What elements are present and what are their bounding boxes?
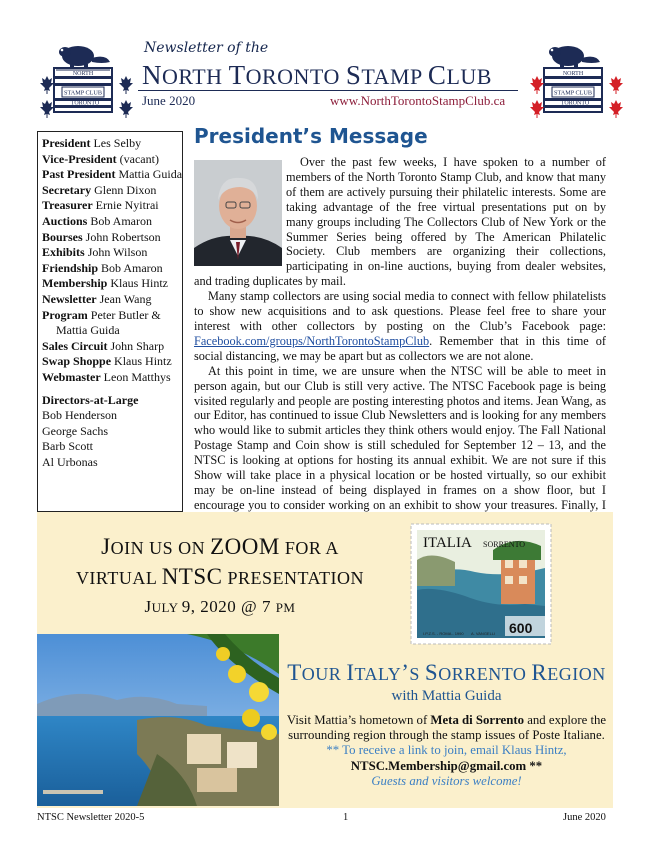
maple-leaf-icon [119,100,133,118]
maple-leaf-icon [530,76,544,94]
beaver-icon [549,46,600,68]
club-logo-right [530,42,626,120]
officer-row: President Les Selby [42,136,142,150]
officer-row: Mattia Guida [56,323,120,338]
tour-line-1: Visit Mattia’s hometown of Meta di Sorrento and explore the surrounding region through the stamp issues of Poste Italiane. [286,713,607,743]
club-title: NORTH TORONTO STAMP CLUB [142,60,492,90]
logo-north-text: NORTH [72,71,94,77]
officer-row: Past President Mattia Guida [42,167,183,182]
tour-line-2: ** To receive a link to join, email Klaus Hintz, [326,743,567,758]
officer-row: Vice-President (vacant) [42,151,159,166]
presidents-message-title: President’s Message [194,124,428,148]
beaver-icon [59,46,110,68]
officer-row: Sales Circuit John Sharp [42,338,165,353]
officer-row: Exhibits John Wilson [42,245,148,260]
stamp-place-text: SORRENTO [483,540,526,549]
membership-email-link[interactable]: NTSC.Membership@gmail.com ** [350,758,543,773]
footer-issue: NTSC Newsletter 2020-5 [37,812,145,823]
sorrento-coast-photo [37,634,279,806]
officer-row: Friendship Bob Amaron [42,260,163,275]
issue-date: June 2020 [142,93,196,108]
message-paragraph: Many stamp collectors are using social media to connect with fellow philatelists to show new acquisitions and to ask questions. Please feel free to share your interest with other collectors by posting on the Club’s Facebook page: Facebook.com/groups/NorthTorontoStampClub. Remember that in this time of social distancing, we may be apart but as collectors we are not alone. [194,289,606,363]
officers-box [37,131,183,512]
maple-leaf-icon [530,100,544,118]
maple-leaf-icon [119,76,133,94]
sorrento-stamp-image [405,520,557,648]
officer-row: Newsletter Jean Wang [42,291,152,306]
officer-row: Auctions Bob Amaron [42,213,153,228]
website-link[interactable]: www.NorthTorontoStampClub.ca [330,93,506,108]
logo-toronto-text: TORONTO [560,100,590,107]
tour-title: TOUR ITALY’S SORRENTO REGION [287,660,606,685]
director-name: Bob Henderson [42,408,117,423]
tour-guests-welcome: Guests and visitors welcome! [371,773,522,788]
logo-north-text: NORTH [562,71,584,77]
officer-row: Secretary Glenn Dixon [42,182,157,197]
club-logo-left [40,42,136,120]
logo-stamp-club-text: STAMP CLUB [64,89,102,97]
message-paragraph: At this point in time, we are unsure when the NTSC will be able to meet in person again, but our Club is still very active. The NTSC Facebook page is being visited regularly and people are posting interesting photos and items. Jean Wang, as our Editor, has continued to issue Club Newsletters and is looking for any members who would like to submit articles they think others would enjoy. The Fall National Postage Stamp and Coin show is still scheduled for September 12 – 13, and the NTSC is looking at options for hosting its annual exhibit. We are not sure if this Show will take place in a physical location or be hosted virtually, so our exhibit may be on-line instead of being displayed in frames on a show floor, but I encourage you to consider working on an exhibit to show your treasures. Finally, I [194,364,606,528]
stamp-imprint-text: I.P.Z.S. - ROMA - 1990 [423,631,464,636]
director-name: Al Urbonas [42,454,98,469]
maple-leaf-icon [40,76,54,94]
officer-row: Bourses John Robertson [42,229,161,244]
header-rule [138,90,518,91]
tour-presenter: with Mattia Guida [391,688,502,704]
maple-leaf-icon [609,76,623,94]
presidents-message-body [194,155,606,528]
tour-description [284,713,609,789]
officer-row: Webmaster Leon Matthys [42,369,171,384]
zoom-invite-line2: VIRTUAL NTSC PRESENTATION [75,564,365,589]
stamp-value-text: 600 [509,620,533,636]
director-name: George Sachs [42,423,109,438]
stamp-artist-text: A. VANGELLI [471,631,496,636]
newsletter-of-label: Newsletter of the [144,40,269,56]
maple-leaf-icon [40,100,54,118]
stamp-country-text: ITALIA [423,535,472,551]
officer-row: Treasurer Ernie Nyitrai [42,198,159,213]
logo-stamp-club-text: STAMP CLUB [554,89,592,97]
logo-toronto-text: TORONTO [70,100,100,107]
footer-date: June 2020 [563,812,606,823]
zoom-invite-line1: JOIN US ON ZOOM FOR A [101,534,339,559]
message-paragraph: Over the past few weeks, I have spoken to a number of members of the North Toronto Stamp Club, and know that many of them are actively pursuing their philatelic interests. Some are taking advantage of the free virtual presentations put on by many groups including The Collectors Club of New York or the Summer Series being offered by The American Philatelic Society. Club members are organizing their collections, participating in on-line auctions, buying from dealer websites, and trading duplicates by mail. [194,155,606,289]
officer-row: Program Peter Butler & [42,307,161,322]
maple-leaf-icon [609,100,623,118]
photo-wrap-spacer [194,155,286,269]
directors-heading: Directors-at-Large [42,392,139,407]
director-name: Barb Scott [42,439,93,454]
footer-page-number: 1 [343,812,349,823]
officer-row: Swap Shoppe Klaus Hintz [42,354,172,369]
zoom-date-time: JULY 9, 2020 @ 7 PM [144,597,296,616]
facebook-group-link[interactable]: Facebook.com/groups/NorthTorontoStampClub [194,333,430,348]
officer-row: Membership Klaus Hintz [42,276,168,291]
